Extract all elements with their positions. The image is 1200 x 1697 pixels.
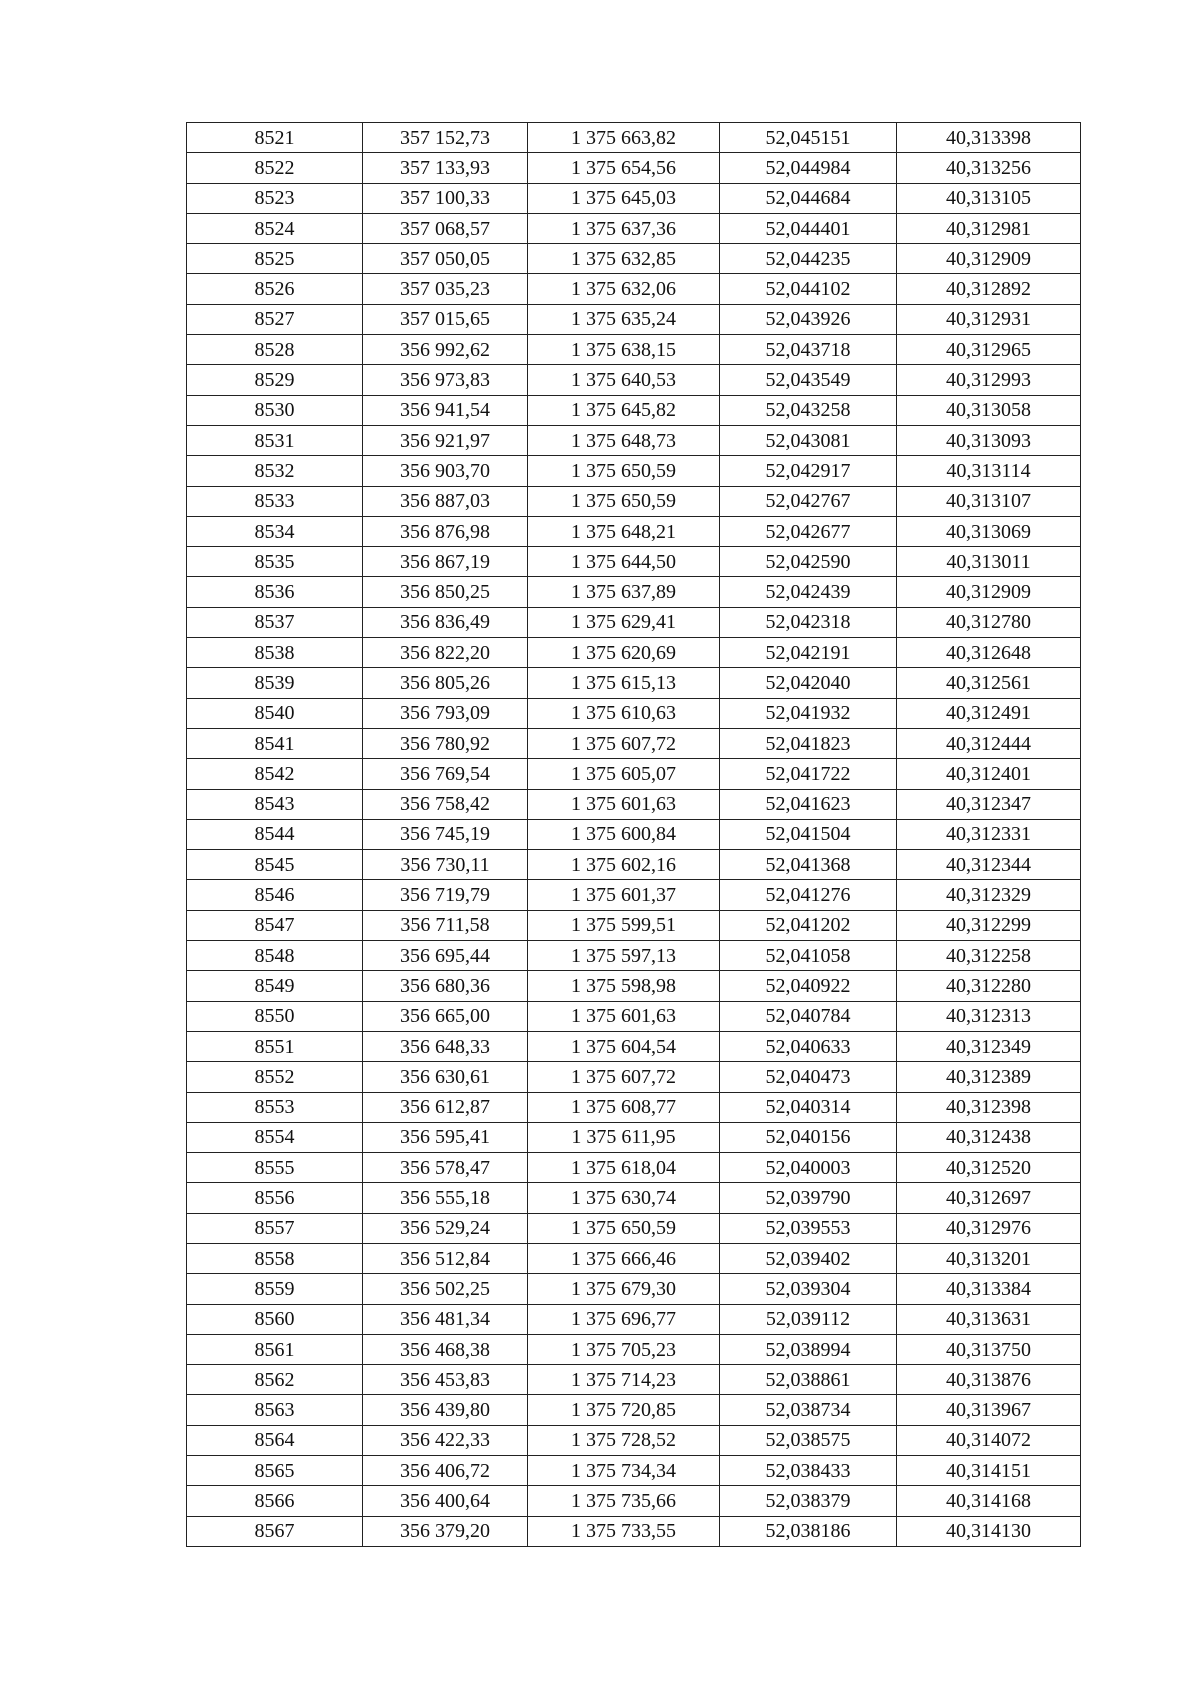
table-row	[187, 819, 1081, 849]
y-coordinate-cell: 1 375 650,59	[528, 1213, 720, 1243]
point-number-cell: 8533	[187, 486, 363, 516]
x-coordinate-cell: 356 992,62	[363, 335, 528, 365]
point-number-cell: 8553	[187, 1092, 363, 1122]
x-coordinate-cell: 356 711,58	[363, 910, 528, 940]
latitude-cell: 52,041368	[720, 850, 897, 880]
latitude-cell: 52,041932	[720, 698, 897, 728]
x-coordinate-cell: 356 921,97	[363, 425, 528, 455]
y-coordinate-cell: 1 375 645,03	[528, 183, 720, 213]
point-number-cell: 8538	[187, 638, 363, 668]
point-number-cell: 8537	[187, 607, 363, 637]
longitude-cell: 40,312299	[897, 910, 1081, 940]
table-row	[187, 274, 1081, 304]
point-number-cell: 8567	[187, 1516, 363, 1546]
longitude-cell: 40,314072	[897, 1425, 1081, 1455]
point-number-cell: 8536	[187, 577, 363, 607]
point-number-cell: 8543	[187, 789, 363, 819]
longitude-cell: 40,312491	[897, 698, 1081, 728]
latitude-cell: 52,038575	[720, 1425, 897, 1455]
longitude-cell: 40,313114	[897, 456, 1081, 486]
x-coordinate-cell: 356 468,38	[363, 1334, 528, 1364]
y-coordinate-cell: 1 375 648,73	[528, 425, 720, 455]
longitude-cell: 40,312313	[897, 1001, 1081, 1031]
point-number-cell: 8541	[187, 728, 363, 758]
latitude-cell: 52,039112	[720, 1304, 897, 1334]
longitude-cell: 40,312438	[897, 1122, 1081, 1152]
longitude-cell: 40,314168	[897, 1486, 1081, 1516]
longitude-cell: 40,313384	[897, 1274, 1081, 1304]
x-coordinate-cell: 356 680,36	[363, 971, 528, 1001]
longitude-cell: 40,313058	[897, 395, 1081, 425]
x-coordinate-cell: 356 941,54	[363, 395, 528, 425]
latitude-cell: 52,044984	[720, 153, 897, 183]
latitude-cell: 52,040633	[720, 1031, 897, 1061]
latitude-cell: 52,044102	[720, 274, 897, 304]
point-number-cell: 8532	[187, 456, 363, 486]
x-coordinate-cell: 356 758,42	[363, 789, 528, 819]
x-coordinate-cell: 356 439,80	[363, 1395, 528, 1425]
point-number-cell: 8547	[187, 910, 363, 940]
table-row	[187, 244, 1081, 274]
point-number-cell: 8523	[187, 183, 363, 213]
latitude-cell: 52,041722	[720, 759, 897, 789]
x-coordinate-cell: 356 555,18	[363, 1183, 528, 1213]
longitude-cell: 40,312981	[897, 213, 1081, 243]
y-coordinate-cell: 1 375 637,89	[528, 577, 720, 607]
longitude-cell: 40,312329	[897, 880, 1081, 910]
latitude-cell: 52,038433	[720, 1456, 897, 1486]
point-number-cell: 8563	[187, 1395, 363, 1425]
longitude-cell: 40,314130	[897, 1516, 1081, 1546]
longitude-cell: 40,313105	[897, 183, 1081, 213]
longitude-cell: 40,312347	[897, 789, 1081, 819]
point-number-cell: 8555	[187, 1153, 363, 1183]
y-coordinate-cell: 1 375 597,13	[528, 941, 720, 971]
point-number-cell: 8522	[187, 153, 363, 183]
x-coordinate-cell: 357 050,05	[363, 244, 528, 274]
x-coordinate-cell: 356 836,49	[363, 607, 528, 637]
latitude-cell: 52,038186	[720, 1516, 897, 1546]
table-row	[187, 1334, 1081, 1364]
table-row	[187, 1365, 1081, 1395]
latitude-cell: 52,043081	[720, 425, 897, 455]
y-coordinate-cell: 1 375 650,59	[528, 456, 720, 486]
y-coordinate-cell: 1 375 601,63	[528, 789, 720, 819]
x-coordinate-cell: 357 035,23	[363, 274, 528, 304]
point-number-cell: 8540	[187, 698, 363, 728]
point-number-cell: 8525	[187, 244, 363, 274]
x-coordinate-cell: 356 876,98	[363, 516, 528, 546]
latitude-cell: 52,043718	[720, 335, 897, 365]
y-coordinate-cell: 1 375 705,23	[528, 1334, 720, 1364]
y-coordinate-cell: 1 375 637,36	[528, 213, 720, 243]
point-number-cell: 8560	[187, 1304, 363, 1334]
latitude-cell: 52,039553	[720, 1213, 897, 1243]
table-row	[187, 698, 1081, 728]
latitude-cell: 52,041202	[720, 910, 897, 940]
point-number-cell: 8539	[187, 668, 363, 698]
table-row	[187, 213, 1081, 243]
x-coordinate-cell: 356 529,24	[363, 1213, 528, 1243]
point-number-cell: 8550	[187, 1001, 363, 1031]
latitude-cell: 52,044235	[720, 244, 897, 274]
latitude-cell: 52,044401	[720, 213, 897, 243]
table-row	[187, 1425, 1081, 1455]
table-row	[187, 728, 1081, 758]
point-number-cell: 8548	[187, 941, 363, 971]
table-row	[187, 516, 1081, 546]
point-number-cell: 8552	[187, 1062, 363, 1092]
latitude-cell: 52,041504	[720, 819, 897, 849]
latitude-cell: 52,043549	[720, 365, 897, 395]
y-coordinate-cell: 1 375 601,37	[528, 880, 720, 910]
y-coordinate-cell: 1 375 620,69	[528, 638, 720, 668]
longitude-cell: 40,313069	[897, 516, 1081, 546]
x-coordinate-cell: 356 422,33	[363, 1425, 528, 1455]
y-coordinate-cell: 1 375 728,52	[528, 1425, 720, 1455]
x-coordinate-cell: 356 502,25	[363, 1274, 528, 1304]
x-coordinate-cell: 356 481,34	[363, 1304, 528, 1334]
latitude-cell: 52,041623	[720, 789, 897, 819]
x-coordinate-cell: 356 973,83	[363, 365, 528, 395]
y-coordinate-cell: 1 375 650,59	[528, 486, 720, 516]
table-row	[187, 1092, 1081, 1122]
longitude-cell: 40,312520	[897, 1153, 1081, 1183]
latitude-cell: 52,042040	[720, 668, 897, 698]
y-coordinate-cell: 1 375 696,77	[528, 1304, 720, 1334]
x-coordinate-cell: 356 867,19	[363, 547, 528, 577]
table-row	[187, 153, 1081, 183]
y-coordinate-cell: 1 375 601,63	[528, 1001, 720, 1031]
latitude-cell: 52,043926	[720, 304, 897, 334]
longitude-cell: 40,312398	[897, 1092, 1081, 1122]
latitude-cell: 52,038994	[720, 1334, 897, 1364]
table-row	[187, 668, 1081, 698]
table-row	[187, 1486, 1081, 1516]
latitude-cell: 52,042590	[720, 547, 897, 577]
longitude-cell: 40,312389	[897, 1062, 1081, 1092]
x-coordinate-cell: 356 595,41	[363, 1122, 528, 1152]
y-coordinate-cell: 1 375 630,74	[528, 1183, 720, 1213]
longitude-cell: 40,313750	[897, 1334, 1081, 1364]
table-row	[187, 1456, 1081, 1486]
longitude-cell: 40,313201	[897, 1243, 1081, 1273]
x-coordinate-cell: 356 805,26	[363, 668, 528, 698]
table-row	[187, 1031, 1081, 1061]
longitude-cell: 40,312976	[897, 1213, 1081, 1243]
longitude-cell: 40,313093	[897, 425, 1081, 455]
longitude-cell: 40,313011	[897, 547, 1081, 577]
y-coordinate-cell: 1 375 632,06	[528, 274, 720, 304]
point-number-cell: 8526	[187, 274, 363, 304]
y-coordinate-cell: 1 375 645,82	[528, 395, 720, 425]
longitude-cell: 40,312280	[897, 971, 1081, 1001]
latitude-cell: 52,043258	[720, 395, 897, 425]
table-row	[187, 1243, 1081, 1273]
latitude-cell: 52,038379	[720, 1486, 897, 1516]
y-coordinate-cell: 1 375 679,30	[528, 1274, 720, 1304]
latitude-cell: 52,040922	[720, 971, 897, 1001]
x-coordinate-cell: 357 068,57	[363, 213, 528, 243]
point-number-cell: 8557	[187, 1213, 363, 1243]
table-row	[187, 941, 1081, 971]
latitude-cell: 52,039402	[720, 1243, 897, 1273]
y-coordinate-cell: 1 375 610,63	[528, 698, 720, 728]
point-number-cell: 8556	[187, 1183, 363, 1213]
point-number-cell: 8566	[187, 1486, 363, 1516]
y-coordinate-cell: 1 375 734,34	[528, 1456, 720, 1486]
table-row	[187, 304, 1081, 334]
point-number-cell: 8529	[187, 365, 363, 395]
table-row	[187, 1122, 1081, 1152]
latitude-cell: 52,044684	[720, 183, 897, 213]
table-row	[187, 910, 1081, 940]
x-coordinate-cell: 356 695,44	[363, 941, 528, 971]
point-number-cell: 8549	[187, 971, 363, 1001]
table-row	[187, 486, 1081, 516]
table-row	[187, 1183, 1081, 1213]
point-number-cell: 8546	[187, 880, 363, 910]
x-coordinate-cell: 357 015,65	[363, 304, 528, 334]
y-coordinate-cell: 1 375 607,72	[528, 728, 720, 758]
x-coordinate-cell: 356 648,33	[363, 1031, 528, 1061]
longitude-cell: 40,312344	[897, 850, 1081, 880]
point-number-cell: 8559	[187, 1274, 363, 1304]
latitude-cell: 52,042318	[720, 607, 897, 637]
y-coordinate-cell: 1 375 629,41	[528, 607, 720, 637]
table-row	[187, 789, 1081, 819]
latitude-cell: 52,042439	[720, 577, 897, 607]
longitude-cell: 40,314151	[897, 1456, 1081, 1486]
y-coordinate-cell: 1 375 607,72	[528, 1062, 720, 1092]
y-coordinate-cell: 1 375 598,98	[528, 971, 720, 1001]
point-number-cell: 8554	[187, 1122, 363, 1152]
x-coordinate-cell: 356 780,92	[363, 728, 528, 758]
latitude-cell: 52,038734	[720, 1395, 897, 1425]
x-coordinate-cell: 356 887,03	[363, 486, 528, 516]
y-coordinate-cell: 1 375 648,21	[528, 516, 720, 546]
longitude-cell: 40,313876	[897, 1365, 1081, 1395]
x-coordinate-cell: 356 903,70	[363, 456, 528, 486]
table-row	[187, 365, 1081, 395]
point-number-cell: 8521	[187, 123, 363, 153]
y-coordinate-cell: 1 375 663,82	[528, 123, 720, 153]
latitude-cell: 52,042767	[720, 486, 897, 516]
point-number-cell: 8542	[187, 759, 363, 789]
table-row	[187, 971, 1081, 1001]
table-row	[187, 1304, 1081, 1334]
point-number-cell: 8565	[187, 1456, 363, 1486]
table-row	[187, 577, 1081, 607]
longitude-cell: 40,312780	[897, 607, 1081, 637]
point-number-cell: 8531	[187, 425, 363, 455]
table-row	[187, 123, 1081, 153]
latitude-cell: 52,040784	[720, 1001, 897, 1031]
longitude-cell: 40,312561	[897, 668, 1081, 698]
x-coordinate-cell: 356 850,25	[363, 577, 528, 607]
y-coordinate-cell: 1 375 615,13	[528, 668, 720, 698]
point-number-cell: 8562	[187, 1365, 363, 1395]
latitude-cell: 52,040003	[720, 1153, 897, 1183]
y-coordinate-cell: 1 375 638,15	[528, 335, 720, 365]
latitude-cell: 52,045151	[720, 123, 897, 153]
x-coordinate-cell: 356 612,87	[363, 1092, 528, 1122]
latitude-cell: 52,040156	[720, 1122, 897, 1152]
point-number-cell: 8534	[187, 516, 363, 546]
y-coordinate-cell: 1 375 602,16	[528, 850, 720, 880]
x-coordinate-cell: 357 100,33	[363, 183, 528, 213]
longitude-cell: 40,312331	[897, 819, 1081, 849]
x-coordinate-cell: 356 512,84	[363, 1243, 528, 1273]
longitude-cell: 40,312444	[897, 728, 1081, 758]
point-number-cell: 8528	[187, 335, 363, 365]
latitude-cell: 52,038861	[720, 1365, 897, 1395]
latitude-cell: 52,039304	[720, 1274, 897, 1304]
coordinates-table	[186, 122, 1081, 1547]
latitude-cell: 52,040473	[720, 1062, 897, 1092]
latitude-cell: 52,042917	[720, 456, 897, 486]
table-row	[187, 1001, 1081, 1031]
longitude-cell: 40,313398	[897, 123, 1081, 153]
y-coordinate-cell: 1 375 608,77	[528, 1092, 720, 1122]
y-coordinate-cell: 1 375 618,04	[528, 1153, 720, 1183]
y-coordinate-cell: 1 375 632,85	[528, 244, 720, 274]
table-row	[187, 880, 1081, 910]
latitude-cell: 52,039790	[720, 1183, 897, 1213]
longitude-cell: 40,312349	[897, 1031, 1081, 1061]
table-row	[187, 1213, 1081, 1243]
table-row	[187, 638, 1081, 668]
table-row	[187, 1153, 1081, 1183]
y-coordinate-cell: 1 375 720,85	[528, 1395, 720, 1425]
longitude-cell: 40,313967	[897, 1395, 1081, 1425]
x-coordinate-cell: 356 793,09	[363, 698, 528, 728]
y-coordinate-cell: 1 375 599,51	[528, 910, 720, 940]
longitude-cell: 40,313631	[897, 1304, 1081, 1334]
table-row	[187, 1274, 1081, 1304]
y-coordinate-cell: 1 375 605,07	[528, 759, 720, 789]
point-number-cell: 8527	[187, 304, 363, 334]
x-coordinate-cell: 356 745,19	[363, 819, 528, 849]
latitude-cell: 52,041058	[720, 941, 897, 971]
table-row	[187, 183, 1081, 213]
latitude-cell: 52,042677	[720, 516, 897, 546]
table-row	[187, 759, 1081, 789]
x-coordinate-cell: 356 578,47	[363, 1153, 528, 1183]
x-coordinate-cell: 356 406,72	[363, 1456, 528, 1486]
x-coordinate-cell: 356 453,83	[363, 1365, 528, 1395]
y-coordinate-cell: 1 375 635,24	[528, 304, 720, 334]
y-coordinate-cell: 1 375 604,54	[528, 1031, 720, 1061]
x-coordinate-cell: 356 400,64	[363, 1486, 528, 1516]
point-number-cell: 8558	[187, 1243, 363, 1273]
x-coordinate-cell: 357 152,73	[363, 123, 528, 153]
table-row	[187, 456, 1081, 486]
x-coordinate-cell: 356 730,11	[363, 850, 528, 880]
table-row	[187, 395, 1081, 425]
x-coordinate-cell: 356 719,79	[363, 880, 528, 910]
table-row	[187, 850, 1081, 880]
longitude-cell: 40,313256	[897, 153, 1081, 183]
y-coordinate-cell: 1 375 666,46	[528, 1243, 720, 1273]
longitude-cell: 40,312892	[897, 274, 1081, 304]
point-number-cell: 8551	[187, 1031, 363, 1061]
coordinates-table-body	[187, 123, 1081, 1547]
point-number-cell: 8524	[187, 213, 363, 243]
table-row	[187, 1395, 1081, 1425]
longitude-cell: 40,313107	[897, 486, 1081, 516]
y-coordinate-cell: 1 375 714,23	[528, 1365, 720, 1395]
longitude-cell: 40,312909	[897, 244, 1081, 274]
longitude-cell: 40,312401	[897, 759, 1081, 789]
x-coordinate-cell: 356 379,20	[363, 1516, 528, 1546]
latitude-cell: 52,041276	[720, 880, 897, 910]
y-coordinate-cell: 1 375 654,56	[528, 153, 720, 183]
longitude-cell: 40,312931	[897, 304, 1081, 334]
point-number-cell: 8535	[187, 547, 363, 577]
table-row	[187, 547, 1081, 577]
x-coordinate-cell: 356 665,00	[363, 1001, 528, 1031]
point-number-cell: 8564	[187, 1425, 363, 1455]
point-number-cell: 8544	[187, 819, 363, 849]
longitude-cell: 40,312909	[897, 577, 1081, 607]
y-coordinate-cell: 1 375 644,50	[528, 547, 720, 577]
table-row	[187, 607, 1081, 637]
latitude-cell: 52,041823	[720, 728, 897, 758]
longitude-cell: 40,312648	[897, 638, 1081, 668]
point-number-cell: 8545	[187, 850, 363, 880]
y-coordinate-cell: 1 375 611,95	[528, 1122, 720, 1152]
point-number-cell: 8530	[187, 395, 363, 425]
longitude-cell: 40,312697	[897, 1183, 1081, 1213]
table-row	[187, 425, 1081, 455]
latitude-cell: 52,042191	[720, 638, 897, 668]
latitude-cell: 52,040314	[720, 1092, 897, 1122]
longitude-cell: 40,312258	[897, 941, 1081, 971]
y-coordinate-cell: 1 375 640,53	[528, 365, 720, 395]
point-number-cell: 8561	[187, 1334, 363, 1364]
table-row	[187, 335, 1081, 365]
x-coordinate-cell: 357 133,93	[363, 153, 528, 183]
x-coordinate-cell: 356 822,20	[363, 638, 528, 668]
y-coordinate-cell: 1 375 600,84	[528, 819, 720, 849]
table-row	[187, 1062, 1081, 1092]
y-coordinate-cell: 1 375 735,66	[528, 1486, 720, 1516]
longitude-cell: 40,312965	[897, 335, 1081, 365]
x-coordinate-cell: 356 769,54	[363, 759, 528, 789]
longitude-cell: 40,312993	[897, 365, 1081, 395]
x-coordinate-cell: 356 630,61	[363, 1062, 528, 1092]
table-row	[187, 1516, 1081, 1546]
y-coordinate-cell: 1 375 733,55	[528, 1516, 720, 1546]
